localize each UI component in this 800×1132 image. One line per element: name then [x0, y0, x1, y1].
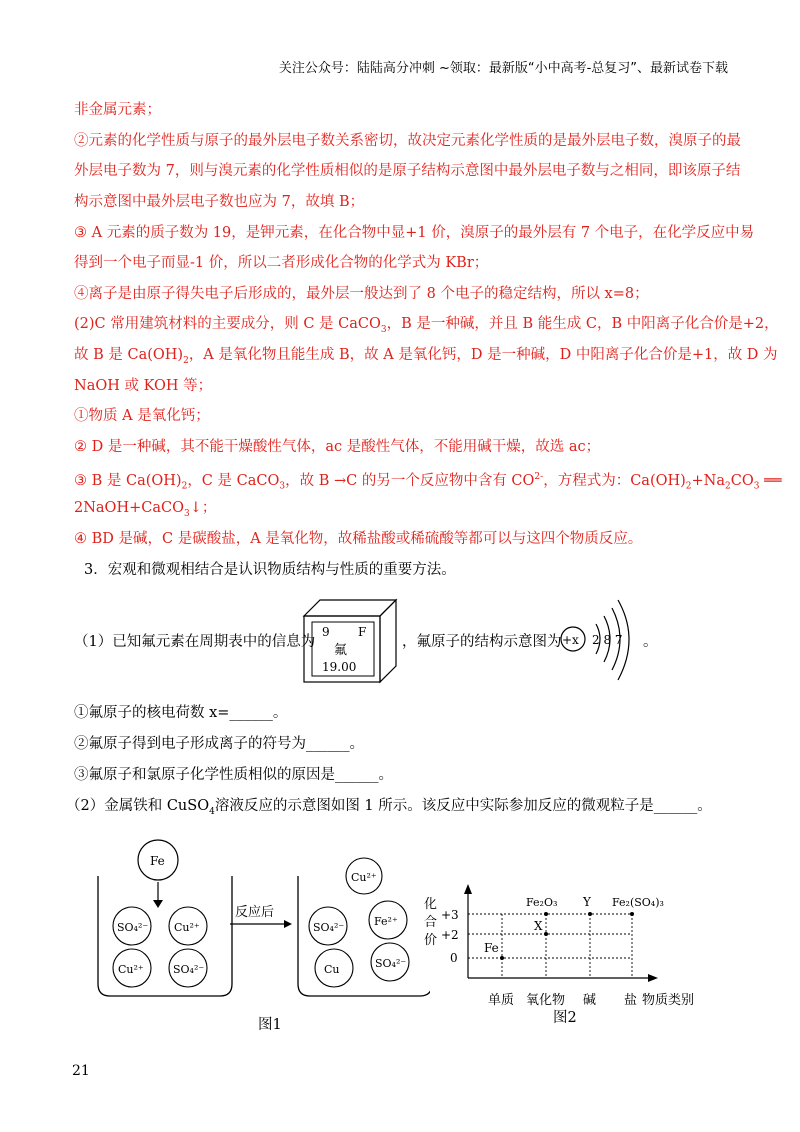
text-line: 得到一个电子而显-1 价，所以二者形成化合物的化学式为 KBr； [74, 255, 489, 271]
question-title: 3．宏观和微观相结合是认识物质结构与性质的重要方法。 [84, 562, 456, 578]
page-number: 21 [72, 1063, 90, 1079]
text-line: ② D 是一种碱，其不能干燥酸性气体，ac 是酸性气体，不能用碱干燥，故选 ac； [74, 439, 601, 455]
text-line: NaOH 或 KOH 等； [74, 378, 213, 394]
arrow-label: 反应后 [235, 905, 275, 920]
question-part-2: （2）金属铁和 CuSO$_4$溶液反应的示意图如图 1 所示。该反应中实际参加反应的微观粒子是______。 [66, 798, 712, 817]
left-ion-3: Cu²⁺ [118, 963, 144, 976]
svg-text:0: 0 [450, 951, 458, 965]
text-line: 2NaOH+CaCO$_3$↓； [74, 500, 217, 519]
svg-text:化: 化 [424, 897, 438, 912]
point-fe2o3: Fe₂O₃ [526, 896, 558, 909]
svg-text:合: 合 [424, 915, 438, 930]
left-ion-2: Cu²⁺ [174, 921, 200, 934]
element-card [300, 596, 400, 684]
point-y: Y [583, 895, 591, 909]
svg-text:单质: 单质 [488, 993, 515, 1008]
right-ion-1: SO₄²⁻ [313, 921, 345, 934]
left-ion-4: SO₄²⁻ [173, 963, 205, 976]
svg-text:氧化物: 氧化物 [526, 993, 566, 1008]
subquestion: ③氟原子和氯原子化学性质相似的原因是______。 [74, 767, 393, 783]
figure-2-caption: 图2 [553, 1010, 577, 1026]
question-part-1: （1）已知氟元素在周期表中的信息为 [74, 634, 316, 650]
text-line: ③ B 是 $Ca(OH)_2$，C 是 CaCO$_3$，故 B →C 的另一个反应物中含有 $CO^{2-}$，方程式为：$Ca(OH)_2+Na_2CO_3$ ══ [74, 472, 782, 492]
text-line: 故 B 是 $Ca(OH)_2$，A 是氧化物且能生成 B，故 A 是氧化钙，D 是一种碱，D 中阳离子化合价是+1，故 D 为 [74, 347, 778, 366]
svg-text:盐: 盐 [624, 993, 638, 1008]
svg-text:2 8 7: 2 8 7 [592, 633, 623, 647]
right-ion-2: Fe²⁺ [374, 915, 398, 928]
point-x: X [534, 919, 543, 933]
page-header: 关注公众号：陆陆高分冲刺 ~领取：最新版“小中高考-总复习”、最新试卷下载 [278, 61, 728, 76]
element-name: 氟 [334, 643, 348, 658]
point-fe: Fe [484, 941, 499, 955]
point-fe2so43: Fe₂(SO₄)₃ [612, 896, 664, 909]
svg-text:+x: +x [562, 633, 579, 647]
text-line: 构示意图中最外层电子数也应为 7，故填 B； [74, 194, 365, 210]
svg-text:碱: 碱 [583, 993, 597, 1008]
atomic-number: 9 [322, 625, 330, 639]
text-line: ④ BD 是碱，C 是碳酸盐，A 是氧化物，故稀盐酸或稀硫酸等都可以与这四个物质反应。 [74, 531, 643, 547]
subquestion: ②氟原子得到电子形成离子的符号为______。 [74, 736, 364, 752]
right-ion-4: SO₄²⁻ [375, 957, 407, 970]
period: 。 [643, 634, 658, 650]
text-line: ①物质 A 是氧化钙； [74, 408, 210, 424]
element-symbol: F [358, 625, 367, 639]
text-line: ②元素的化学性质与原子的最外层电子数关系密切，故决定元素化学性质的是最外层电子数，溴原子的最 [74, 133, 741, 149]
figure-1 [90, 836, 430, 1006]
text-line: 非金属元素； [74, 102, 161, 118]
atom-structure-diagram [556, 596, 642, 686]
text-line: (2)C 常用建筑材料的主要成分，则 C 是 CaCO$_3$，B 是一种碱，并且 B 能生成 C，B 中阳离子化合价是+2， [74, 316, 779, 335]
figure-1-caption: 图1 [258, 1017, 282, 1033]
svg-text:+3: +3 [441, 908, 459, 922]
fe-particle: Fe [150, 854, 165, 868]
cu-ion-escaped: Cu²⁺ [351, 871, 377, 884]
text-line: ④离子是由原子得失电子后形成的，最外层一般达到了 8 个电子的稳定结构，所以 x=8； [74, 286, 649, 302]
svg-text:+2: +2 [441, 928, 459, 942]
left-ion-1: SO₄²⁻ [117, 921, 149, 934]
subquestion: ①氟原子的核电荷数 x=______。 [74, 705, 288, 721]
figure-2 [420, 882, 710, 1012]
question-part-1b: ，氟原子的结构示意图为 [402, 634, 562, 650]
svg-text:价: 价 [424, 933, 438, 948]
atomic-mass: 19.00 [322, 660, 357, 674]
text-line: ③ A 元素的质子数为 19，是钾元素，在化合物中显+1 价，溴原子的最外层有 7 个电子，在化学反应中易 [74, 225, 755, 241]
text-line: 外层电子数为 7，则与溴元素的化学性质相似的是原子结构示意图中最外层电子数与之相同，即该原子结 [74, 163, 741, 179]
svg-text:物质类别: 物质类别 [642, 993, 695, 1008]
right-atom-3: Cu [324, 963, 340, 976]
